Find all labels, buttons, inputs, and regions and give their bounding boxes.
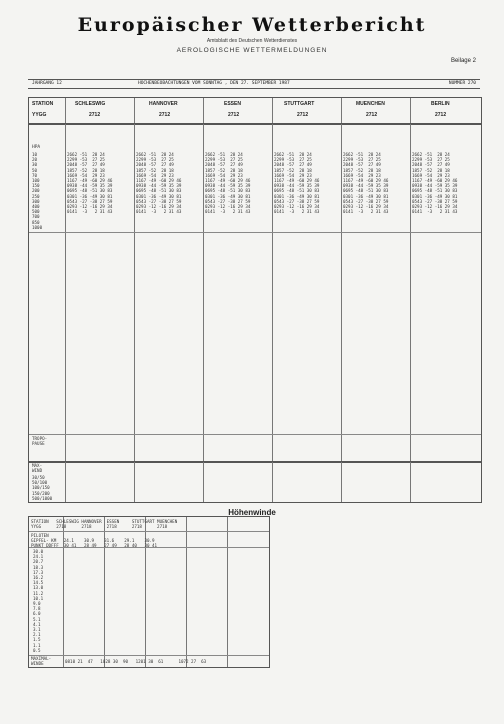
pressure-levels: 10 20 30 50 70 100 150 200 250 300 400 500 700 850 1000 [32,152,43,230]
report-title: Europäischer Wetterbericht [77,14,427,36]
yygg-label: YYGG [32,112,47,118]
station-header [28,97,482,125]
station-name: SCHLESWIG [75,101,106,107]
main-data-table [28,123,482,463]
hoehenwinde-km-column: 30.0 24.1 20.7 18.3 17.3 16.2 14.5 13.0 11.2 10.1 9.0 7.8 6.0 5.1 4.1 3.1 2.1 1.5 1.1 0.5 [33,549,44,653]
maxwind-label: MAX- WIND [32,463,43,474]
station-yygg: 2712 [366,112,378,118]
tropopause-label: TROPO- PAUSE [32,436,48,447]
hoehenwinde-title: Höhenwinde [228,508,276,517]
station-name: STUTTGART [284,101,315,107]
layer-table [28,461,482,503]
jahrgang: JAHRGANG 12 [32,81,62,86]
maxwind-values: 0810 21 47 1028 30 90 1201 30 61 1072 27 63 [65,659,207,664]
report-subtitle-agency: Amtsblatt des Deutschen Wetterdienstes [206,38,298,44]
station-yygg: 2712 [228,112,240,118]
station-name: HANNOVER [149,101,178,107]
station-data-column: 2662 -51 28 24 2299 -53 27 25 2048 -57 27 49 1857 -52 28 18 1669 -54 29 23 1167 -49 -60 29 46 0938 -44 -59 35 39 0695 -48 -51 30 83 0301 -36 -49 30 81 0543 -27 -38 27 59 0293 -12 -16 29 34 0141 -3 2 31 43 [343,152,389,215]
station-name: ESSEN [224,101,241,107]
station-data-column: 2662 -51 28 24 2299 -53 27 25 2048 -57 27 49 1857 -52 28 18 1669 -54 29 23 1167 -49 -60 29 46 0938 -44 -59 35 39 0695 -48 -51 30 83 0301 -36 -49 30 81 0543 -27 -38 27 59 0293 -12 -16 29 34 0141 -3 2 31 43 [412,152,458,215]
meta-bar [28,79,480,89]
hoehenwinde-row-labels: PILOTEN GIPFEL- KM 24.1 30.9 31.6 29.1 30.9 PUNKT DDFFF 30 41 28 49 27 49 28 40 30 41 [31,533,158,549]
station-label: STATION [32,101,54,107]
station-data-column: 2662 -51 28 24 2299 -53 27 25 2048 -57 27 49 1857 -52 28 18 1669 -54 29 23 1167 -49 -60 29 46 0938 -44 -59 35 39 0695 -48 -51 30 83 0301 -36 -49 30 81 0543 -27 -38 27 59 0293 -12 -16 29 34 0141 -3 2 31 43 [274,152,320,215]
station-name: BERLIN [431,101,450,107]
hpa-label: HPA [32,145,41,150]
maxwind-label: MAXIMAL- WINDE [31,656,52,667]
hoehenwinde-header: STATION SCHLESWIG HANNOVER ESSEN STUTTGART MUENCHEN YYGG 2718 2718 2718 2718 2718 [31,519,178,530]
nummer: NUMMER 270 [448,81,476,86]
layer-labels: 30/50 50/100 100/150 150/200 500/1000 [32,475,53,501]
station-yygg: 2712 [297,112,309,118]
report-subtitle: AEROLOGISCHE WETTERMELDUNGEN [176,47,328,54]
date-line: HOCHENBEOBACHTUNGEN VOM SONNTAG , DEN 27. SEPTEMBER 1987 [138,81,290,86]
hoehenwinde-table [28,516,270,668]
station-data-column: 2662 -51 28 24 2299 -53 27 25 2048 -57 27 49 1857 -52 28 18 1669 -54 29 23 1167 -49 -60 29 46 0938 -44 -59 35 39 0695 -48 -51 30 83 0301 -36 -49 30 81 0543 -27 -38 27 59 0293 -12 -16 29 34 0141 -3 2 31 43 [205,152,251,215]
station-name: MUENCHEN [356,101,385,107]
station-data-column: 2662 -51 28 24 2299 -53 27 25 2048 -57 27 49 1857 -52 28 18 1669 -54 29 23 1167 -49 -60 29 46 0938 -44 -59 35 39 0695 -48 -51 30 83 0301 -36 -49 30 81 0543 -27 -38 27 59 0293 -12 -16 29 34 0141 -3 2 31 43 [67,152,113,215]
station-data-column: 2662 -51 28 24 2299 -53 27 25 2048 -57 27 49 1857 -52 28 18 1669 -54 29 23 1167 -49 -60 29 46 0938 -44 -59 35 39 0695 -48 -51 30 83 0301 -36 -49 30 81 0543 -27 -38 27 59 0293 -12 -16 29 34 0141 -3 2 31 43 [136,152,182,215]
station-yygg: 2712 [435,112,447,118]
station-yygg: 2712 [159,112,171,118]
beilage-label: Beilage 2 [450,58,476,64]
station-yygg: 2712 [89,112,101,118]
